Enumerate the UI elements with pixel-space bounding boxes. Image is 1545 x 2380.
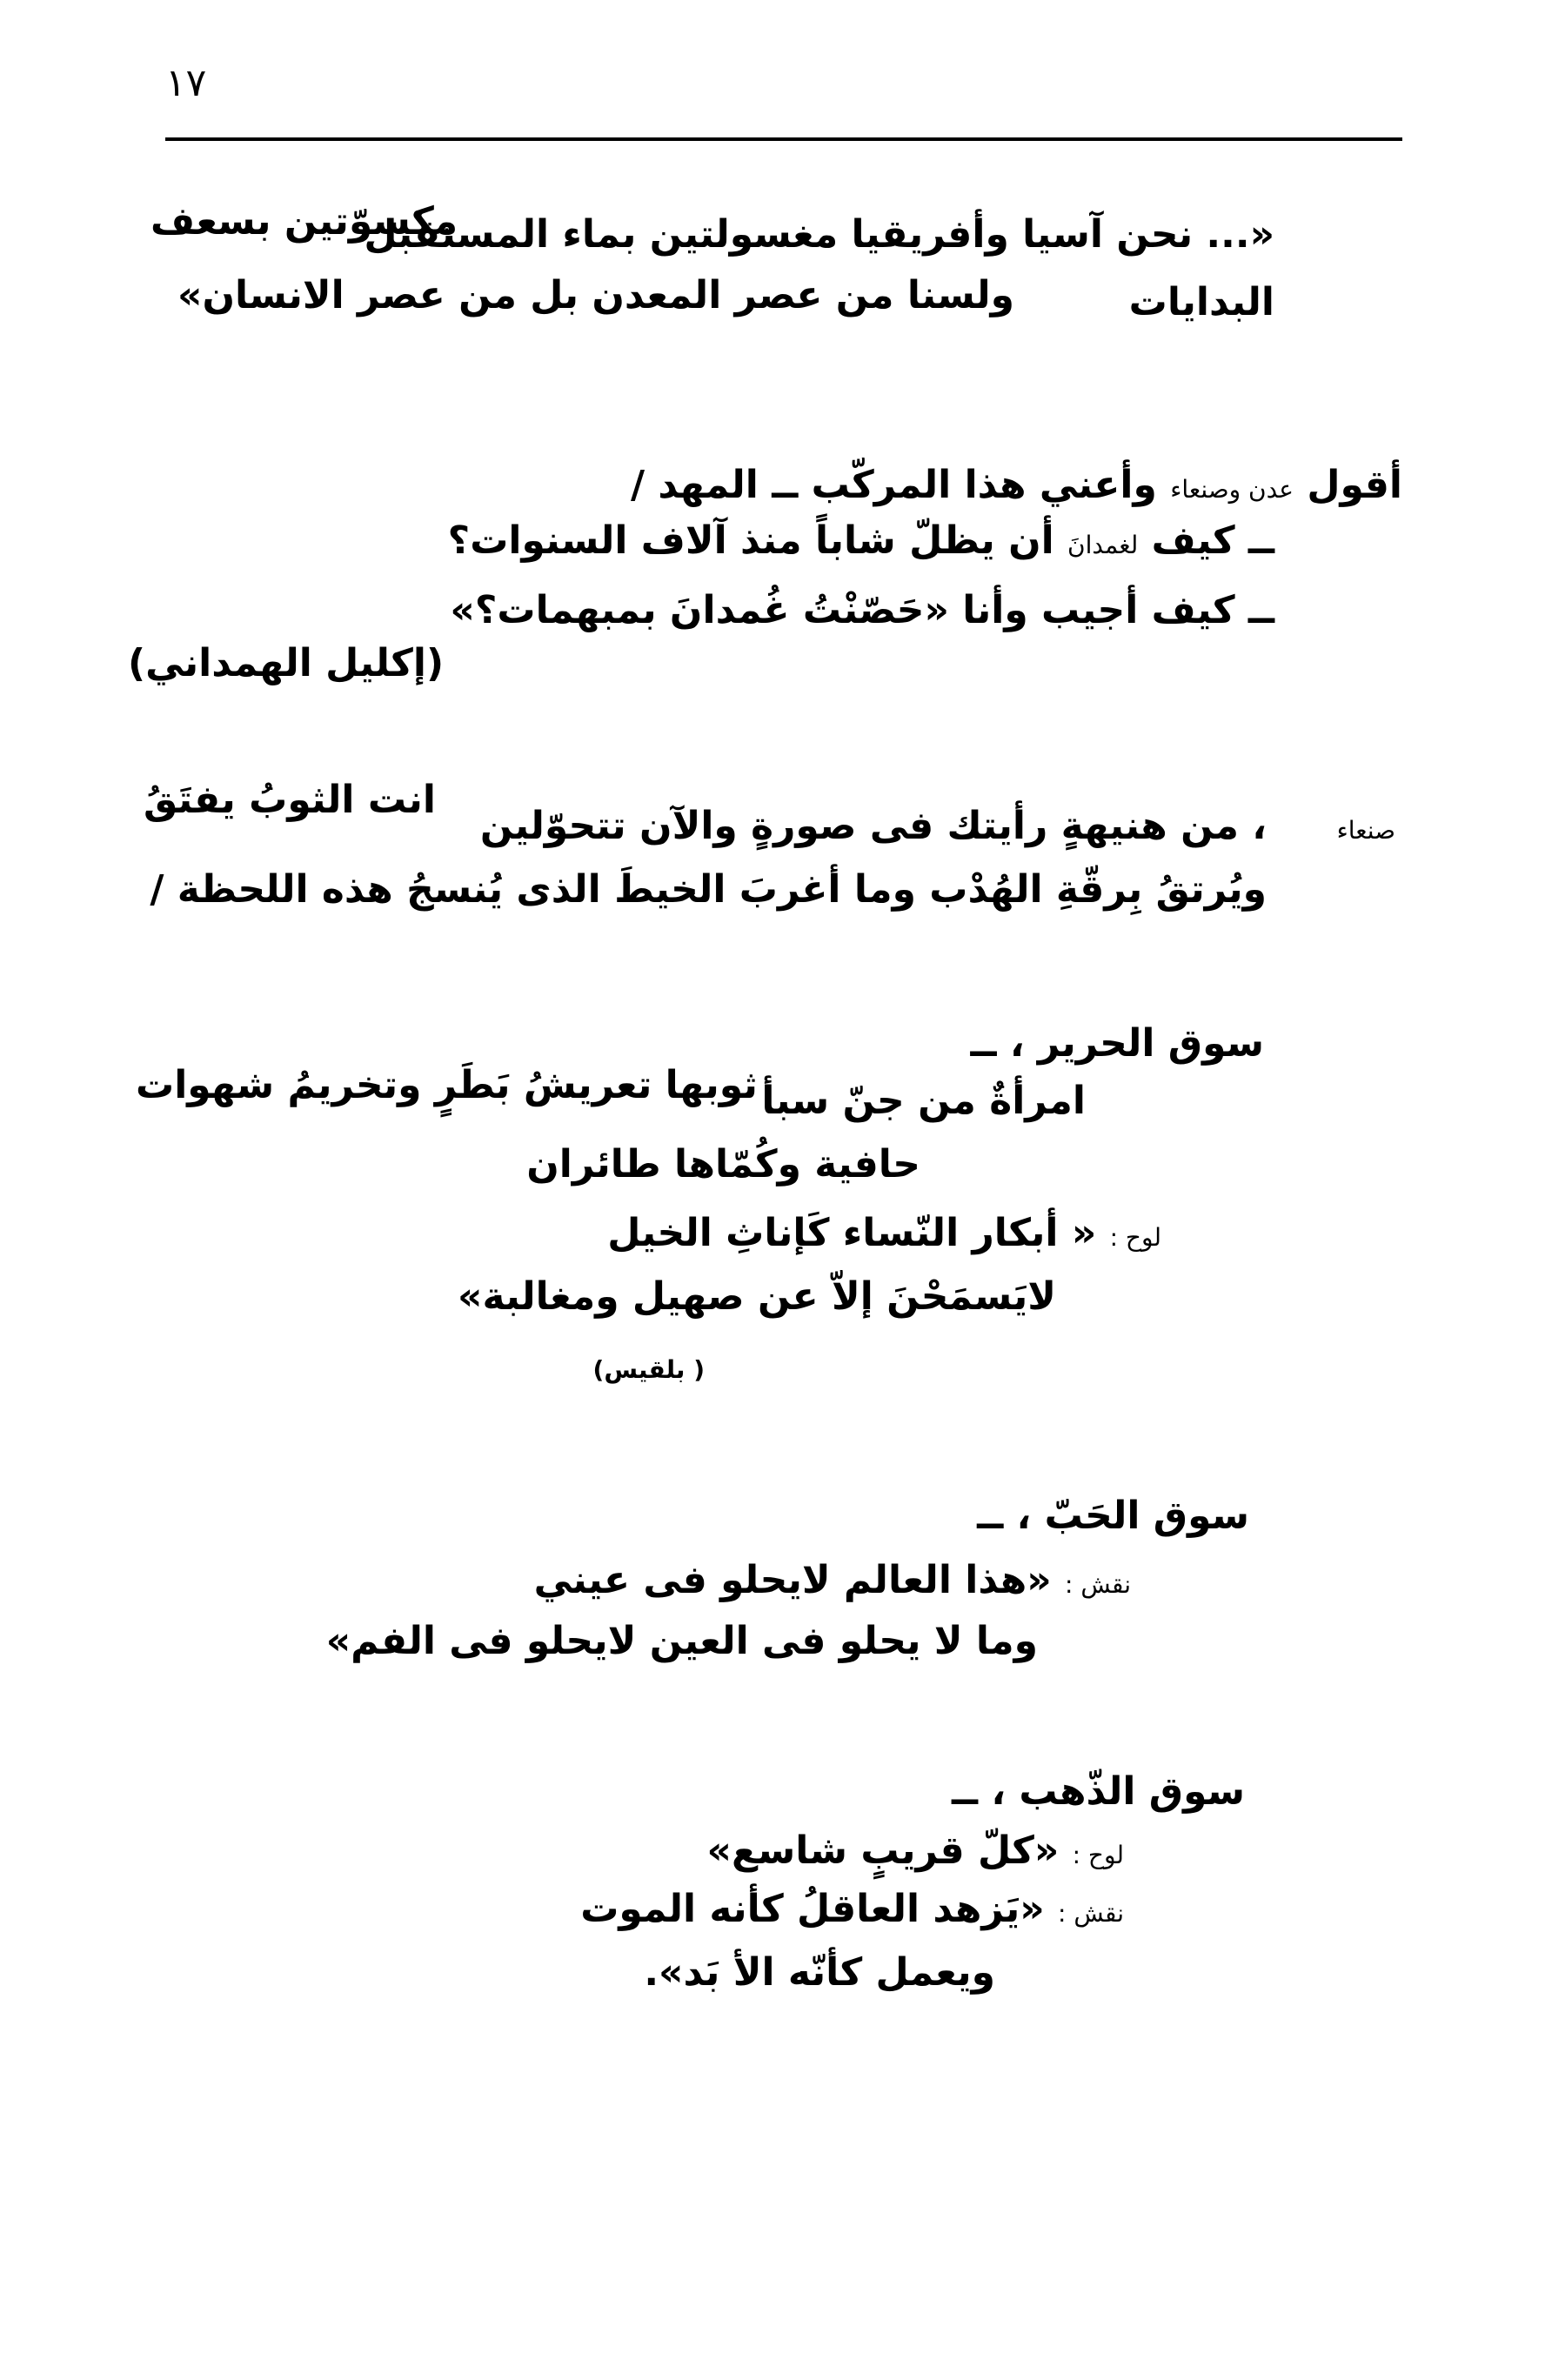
stanza1-line2: ولسنا من عصر المعدن بل من عصر الانسان» <box>177 273 1014 318</box>
stanza2-line1 <box>631 459 1402 516</box>
line2-prefix: ــ كيف <box>1151 518 1274 563</box>
stanza6-line1 <box>707 1825 1124 1882</box>
line1-rest: وأعني هذا المركّب ــ المهد / <box>630 463 1157 507</box>
citation-iklil: (إكليل الهمداني) <box>128 641 445 685</box>
stanza2-line2 <box>448 515 1274 572</box>
stanza4-line4: لايَسمَحْنَ إلاّ عن صهيل ومغالبة» <box>458 1274 1056 1319</box>
stanza2-line3: ــ كيف أجيب وأنا «حَصّنْتُ غُمدانَ بمبهمات؟» <box>450 588 1274 632</box>
souq-gold-heading: سوق الذّهب ، ــ <box>951 1769 1245 1814</box>
souq-silk-heading: سوق الحرير ، ــ <box>970 1021 1264 1066</box>
stanza5-line2: وما لا يحلو فى العين لايحلو فى الفم» <box>325 1619 1038 1663</box>
line2-small: لغمدانَ <box>1067 531 1139 559</box>
stanza6-line2 <box>580 1883 1124 1940</box>
stanza4-line2: حافية وكُمّاها طائران <box>526 1142 920 1187</box>
stanza4-line1-right: امرأةٌ من جنّ سبأ <box>761 1079 1086 1123</box>
stanza4-line1-left: ثوبها تعريشُ بَطَرٍ وتخريمُ شهوات <box>136 1063 758 1107</box>
line1: «كلّ قريبٍ شاسع» <box>706 1828 1060 1873</box>
stanza1-line2-right: البدايات <box>1128 280 1274 324</box>
label-lawh: لوح : <box>1109 1223 1161 1252</box>
lead-small: عدن وصنعاء <box>1170 475 1294 504</box>
stanza3-line1: ، من هنيهةٍ رأيتك فى صورةٍ والآن تتحوّلين <box>479 804 1267 848</box>
page-number: ١٧ <box>165 61 207 105</box>
souq-grain-heading: سوق الحَبّ ، ــ <box>977 1494 1249 1538</box>
label-naqsh: نقش : <box>1058 1899 1124 1928</box>
stanza5-line1 <box>534 1554 1131 1611</box>
label-naqsh: نقش : <box>1065 1570 1131 1599</box>
line1: «هذا العالم لايحلو فى عيني <box>533 1558 1052 1602</box>
stanza1-line1-left: مكسوّتين بسعف <box>150 199 458 244</box>
line2: «يَزهد العاقلُ كأنه الموت <box>580 1887 1045 1931</box>
line3: « أبكار النّساء كَإناثِ الخيل <box>607 1211 1097 1255</box>
line2-rest: أن يظلّ شاباً منذ آلاف السنوات؟ <box>447 518 1054 563</box>
header-rule <box>165 137 1402 141</box>
stanza6-line3: ويعمل كأنّه الأ بَد». <box>644 1950 995 1995</box>
stanza3-label: صنعاء <box>1336 816 1395 845</box>
label-lawh: لوح : <box>1072 1841 1124 1869</box>
stanza3-line1-left: انت الثوبُ يفتَقُ <box>144 778 436 822</box>
stanza4-line3 <box>607 1207 1161 1264</box>
citation-bilqis: ( بلقيس) <box>592 1355 705 1384</box>
stanza3-line2: ويُرتقُ بِرقّةِ الهُدْب وما أغربَ الخيطَ الذى يُنسجُ هذه اللحظة / <box>150 867 1267 912</box>
stanza1-line1: «... نحن آسيا وأفريقيا مغسولتين بماء المستقبل <box>364 212 1274 257</box>
lead: أقول <box>1307 463 1402 507</box>
